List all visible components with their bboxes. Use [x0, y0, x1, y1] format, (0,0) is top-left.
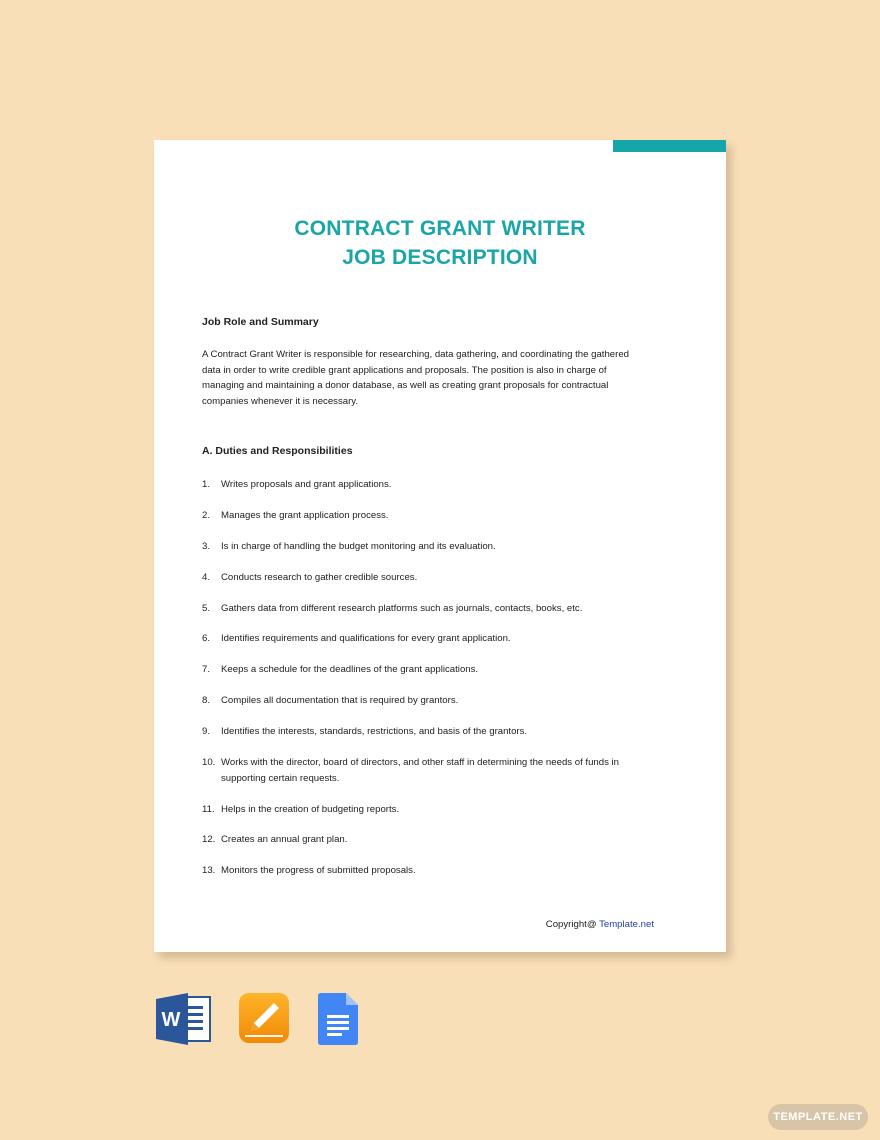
list-item-number: 7.: [202, 664, 211, 676]
list-item-number: 3.: [202, 540, 211, 552]
list-item-number: 5.: [202, 602, 211, 614]
list-item-number: 10.: [202, 757, 216, 769]
summary-heading: Job Role and Summary: [202, 316, 319, 328]
list-item-text: Creates an annual grant plan.: [221, 834, 348, 846]
pages-icon[interactable]: [239, 993, 289, 1043]
list-item-text: Monitors the progress of submitted proposals.: [221, 865, 416, 877]
list-item-text: Helps in the creation of budgeting reports.: [221, 803, 400, 815]
list-item-number: 11.: [202, 803, 215, 815]
google-docs-icon[interactable]: [318, 993, 358, 1045]
list-item: [202, 662, 662, 678]
list-item-number: 9.: [202, 726, 211, 738]
list-item-text: Keeps a schedule for the deadlines of the grant applications.: [221, 664, 479, 676]
list-item-text: Is in charge of handling the budget monitoring and its evaluation.: [221, 540, 496, 552]
list-item: [202, 477, 662, 493]
list-item-number: 12.: [202, 834, 216, 846]
list-item: [202, 570, 662, 586]
list-item: [202, 601, 662, 617]
list-item: [202, 539, 662, 555]
title-line-1: CONTRACT GRANT WRITER: [294, 217, 586, 240]
duties-list: [202, 477, 662, 894]
list-item-text: Writes proposals and grant applications.: [221, 479, 392, 490]
list-item-text: Identifies requirements and qualifications for every grant application.: [221, 633, 511, 645]
list-item-text: Works with the director, board of directors, and other staff in determining the needs of funds in supporting certain requests.: [221, 757, 620, 784]
list-item: [202, 508, 662, 524]
copyright: [546, 919, 654, 930]
list-item-number: 8.: [202, 695, 211, 707]
accent-bar: [613, 140, 726, 152]
list-item-text: Manages the grant application process.: [221, 509, 389, 521]
list-item: [202, 863, 662, 879]
word-icon[interactable]: [156, 993, 212, 1045]
summary-text: A Contract Grant Writer is responsible for researching, data gathering, and coordinating the gathered data in order to write credible grant applications and proposals. The position is also in charge of managing and maintaining a donor database, as well as creating grant proposals for contractual companies whenever it is necessary.: [202, 349, 629, 407]
list-item: [202, 755, 662, 786]
list-item: [202, 631, 662, 647]
list-item: [202, 832, 662, 848]
watermark-badge: TEMPLATE.NET: [768, 1104, 868, 1130]
copyright-label: Copyright@: [545, 919, 600, 930]
list-item-text: Conducts research to gather credible sources.: [221, 571, 418, 583]
list-item-number: 6.: [202, 633, 211, 645]
list-item-text: Identifies the interests, standards, restrictions, and basis of the grantors.: [221, 726, 528, 738]
document-page: [154, 140, 726, 952]
title-line-2: JOB DESCRIPTION: [342, 246, 538, 269]
list-item: [202, 724, 662, 740]
list-item: [202, 693, 662, 709]
document-title: [154, 214, 726, 272]
list-item: [202, 802, 662, 818]
list-item-number: 1.: [202, 479, 211, 490]
list-item-text: Gathers data from different research platforms such as journals, contacts, books, etc.: [221, 602, 583, 614]
list-item-number: 2.: [202, 509, 211, 521]
duties-heading: A. Duties and Responsibilities: [202, 445, 353, 457]
list-item-number: 13.: [202, 865, 216, 877]
svg-text:W: W: [161, 1009, 181, 1031]
list-item-text: Compiles all documentation that is required by grantors.: [221, 695, 459, 707]
list-item-number: 4.: [202, 571, 211, 583]
copyright-link[interactable]: Template.net: [599, 919, 654, 930]
